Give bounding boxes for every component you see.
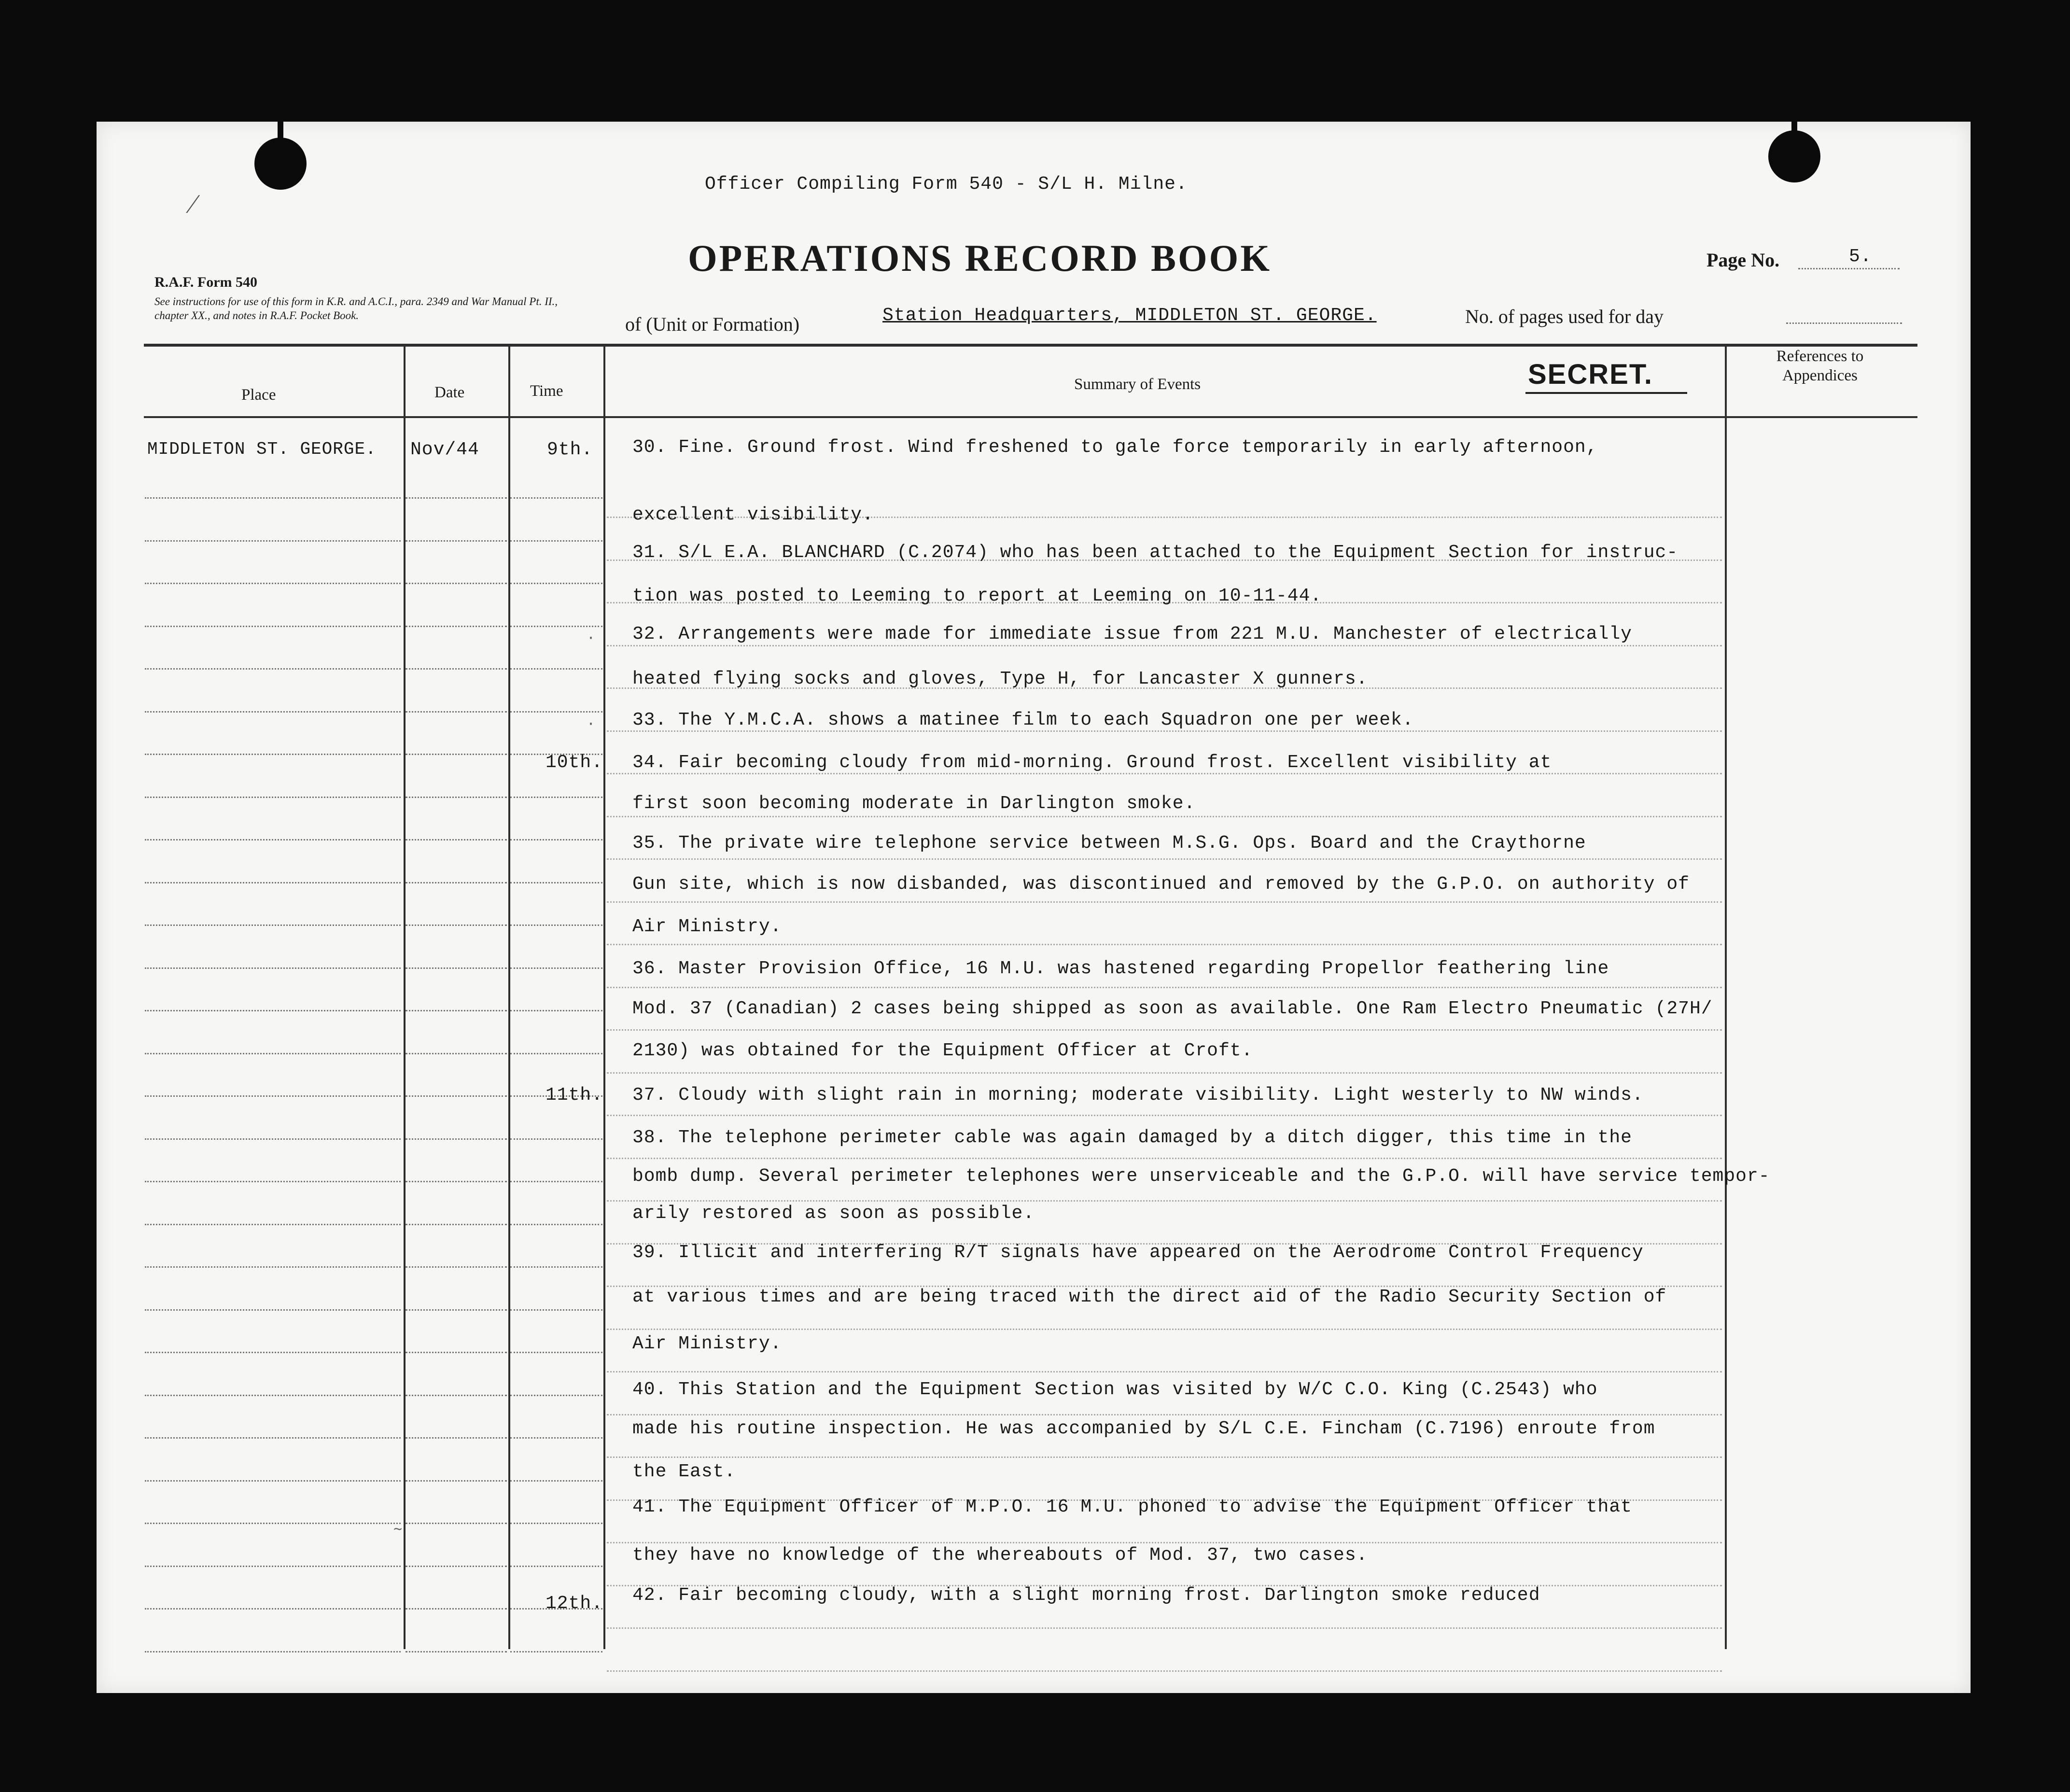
row-rule xyxy=(510,711,602,713)
row-rule xyxy=(406,1266,507,1268)
column-header-place: Place xyxy=(241,386,276,404)
row-rule xyxy=(607,773,1722,774)
summary-line: 31. S/L E.A. BLANCHARD (C.2074) who has been attached to the Equipment Section for instruc- xyxy=(632,542,1678,563)
unit-value: Station Headquarters, MIDDLETON ST. GEORGE. xyxy=(882,305,1377,326)
row-rule xyxy=(406,1437,507,1439)
row-rule xyxy=(406,924,507,926)
row-rule xyxy=(510,1352,602,1353)
row-rule xyxy=(607,1414,1722,1415)
row-rule xyxy=(607,730,1722,732)
row-rule xyxy=(145,882,401,883)
row-rule xyxy=(406,711,507,713)
row-rule xyxy=(510,497,602,499)
row-rule xyxy=(406,1651,507,1652)
row-rule xyxy=(406,1395,507,1396)
summary-line: 2130) was obtained for the Equipment Officer at Croft. xyxy=(632,1040,1253,1061)
row-rule xyxy=(406,1053,507,1054)
row-rule xyxy=(510,797,602,798)
row-rule xyxy=(145,1480,401,1482)
row-rule xyxy=(510,1480,602,1482)
row-rule xyxy=(406,668,507,670)
row-rule xyxy=(145,626,401,627)
summary-line: Gun site, which is now disbanded, was discontinued and removed by the G.P.O. on authority of xyxy=(632,874,1690,895)
row-rule xyxy=(406,1309,507,1311)
scan-speck: ⁄ xyxy=(191,188,196,220)
row-rule xyxy=(406,1138,507,1140)
pages-used-label: No. of pages used for day xyxy=(1465,306,1664,327)
row-rule xyxy=(406,1566,507,1567)
col-divider-summary xyxy=(1725,346,1727,1649)
row-rule xyxy=(406,754,507,755)
time-entry-10th: 10th. xyxy=(545,752,603,773)
officer-compiling-line: Officer Compiling Form 540 - S/L H. Milne. xyxy=(705,174,1188,195)
row-rule xyxy=(510,1224,602,1225)
row-rule xyxy=(607,1542,1722,1543)
row-rule xyxy=(510,839,602,840)
row-rule xyxy=(145,1138,401,1140)
row-rule xyxy=(607,645,1722,646)
row-rule xyxy=(607,1115,1722,1116)
row-rule xyxy=(607,987,1722,988)
row-rule xyxy=(145,1352,401,1353)
row-rule xyxy=(510,668,602,670)
summary-line: heated flying socks and gloves, Type H, for Lancaster X gunners. xyxy=(632,669,1368,689)
classification-underline xyxy=(1525,392,1687,394)
row-rule xyxy=(607,1029,1722,1031)
summary-line: they have no knowledge of the whereabouts of Mod. 37, two cases. xyxy=(632,1545,1368,1566)
binder-hole-left-notch xyxy=(278,122,283,151)
summary-line: 30. Fine. Ground frost. Wind freshened to gale force temporarily in early afternoon, xyxy=(632,437,1598,458)
row-rule xyxy=(145,924,401,926)
page-no-value: 5. xyxy=(1849,246,1872,267)
row-rule xyxy=(406,1352,507,1353)
row-rule xyxy=(406,1224,507,1225)
unit-label: of (Unit or Formation) xyxy=(625,313,800,335)
row-rule xyxy=(510,1523,602,1524)
summary-line: Mod. 37 (Canadian) 2 cases being shipped as soon as available. One Ram Electro Pneumatic (27H/ xyxy=(632,998,1713,1019)
row-rule xyxy=(406,882,507,883)
row-rule xyxy=(607,944,1722,945)
row-rule xyxy=(607,1200,1722,1202)
row-rule xyxy=(607,1670,1722,1672)
row-rule xyxy=(406,839,507,840)
date-entry: Nov/44 xyxy=(410,439,479,460)
row-rule xyxy=(145,1010,401,1011)
row-rule xyxy=(406,1523,507,1524)
page-title: OPERATIONS RECORD BOOK xyxy=(688,237,1272,279)
row-rule xyxy=(145,797,401,798)
summary-line: the East. xyxy=(632,1461,736,1482)
row-rule xyxy=(510,1266,602,1268)
row-rule xyxy=(510,1309,602,1311)
row-rule xyxy=(607,1329,1722,1330)
summary-line: Air Ministry. xyxy=(632,1333,782,1354)
row-rule xyxy=(145,1608,401,1610)
row-rule xyxy=(510,1181,602,1182)
page-no-label: Page No. xyxy=(1706,249,1780,271)
row-rule xyxy=(145,1095,401,1097)
row-rule xyxy=(406,967,507,969)
summary-line: tion was posted to Leeming to report at Leeming on 10-11-44. xyxy=(632,586,1322,606)
column-header-date: Date xyxy=(434,384,465,401)
row-rule xyxy=(607,816,1722,817)
row-rule xyxy=(510,1138,602,1140)
summary-line: 32. Arrangements were made for immediate issue from 221 M.U. Manchester of electrically xyxy=(632,624,1632,644)
time-entry-9th: 9th. xyxy=(547,439,593,460)
row-rule xyxy=(145,497,401,499)
row-rule xyxy=(406,1608,507,1610)
time-entry-11th: 11th. xyxy=(545,1085,603,1106)
page-no-dotted-line xyxy=(1798,268,1900,269)
summary-line: Air Ministry. xyxy=(632,916,782,937)
row-rule xyxy=(145,668,401,670)
summary-line: 37. Cloudy with slight rain in morning; moderate visibility. Light westerly to NW winds. xyxy=(632,1085,1644,1106)
row-rule xyxy=(145,711,401,713)
row-rule xyxy=(406,540,507,542)
summary-line: at various times and are being traced with the direct aid of the Radio Security Section of xyxy=(632,1287,1667,1307)
row-rule xyxy=(406,1095,507,1097)
column-header-summary: Summary of Events xyxy=(1074,376,1201,393)
scan-speck: · xyxy=(587,716,596,733)
row-rule xyxy=(607,1371,1722,1372)
row-rule xyxy=(510,626,602,627)
row-rule xyxy=(145,1266,401,1268)
col-divider-time xyxy=(603,346,605,1649)
summary-line: 38. The telephone perimeter cable was again damaged by a ditch digger, this time in the xyxy=(632,1127,1632,1148)
row-rule xyxy=(510,1566,602,1567)
row-rule xyxy=(510,1651,602,1652)
pages-used-dotted-line xyxy=(1786,322,1902,324)
binder-hole-right-notch xyxy=(1791,106,1797,135)
row-rule xyxy=(145,1181,401,1182)
row-rule xyxy=(406,583,507,584)
row-rule xyxy=(406,626,507,627)
row-rule xyxy=(145,967,401,969)
summary-line: 35. The private wire telephone service between M.S.G. Ops. Board and the Craythorne xyxy=(632,833,1586,854)
row-rule xyxy=(406,1480,507,1482)
summary-line: first soon becoming moderate in Darlington smoke. xyxy=(632,793,1196,814)
row-rule xyxy=(145,540,401,542)
row-rule xyxy=(607,901,1722,903)
row-rule xyxy=(510,1395,602,1396)
row-rule xyxy=(607,1627,1722,1629)
form-label: R.A.F. Form 540 xyxy=(154,274,258,290)
row-rule xyxy=(145,1566,401,1567)
place-entry: MIDDLETON ST. GEORGE. xyxy=(147,439,377,459)
form-instructions-note: See instructions for use of this form in K.R. and A.C.I., para. 2349 and War Manual Pt. II., chapter XX., and notes in R.A.F. Pocket Book. xyxy=(154,295,558,322)
row-rule xyxy=(145,754,401,755)
row-rule xyxy=(510,1053,602,1054)
summary-line: 34. Fair becoming cloudy from mid-morning. Ground frost. Excellent visibility at xyxy=(632,752,1552,773)
summary-line: excellent visibility. xyxy=(632,504,874,525)
row-rule xyxy=(510,540,602,542)
row-rule xyxy=(510,1010,602,1011)
row-rule xyxy=(145,583,401,584)
summary-line: arily restored as soon as possible. xyxy=(632,1203,1035,1224)
summary-line: 33. The Y.M.C.A. shows a matinee film to each Squadron one per week. xyxy=(632,710,1414,730)
binder-hole-right xyxy=(1768,130,1820,182)
row-rule xyxy=(406,797,507,798)
row-rule xyxy=(607,1456,1722,1458)
classification-stamp: SECRET. xyxy=(1528,359,1653,390)
row-rule xyxy=(406,1181,507,1182)
scan-speck: ~ xyxy=(393,1521,403,1538)
row-rule xyxy=(510,1437,602,1439)
row-rule xyxy=(406,1010,507,1011)
column-header-time: Time xyxy=(530,382,563,400)
summary-line: 42. Fair becoming cloudy, with a slight morning frost. Darlington smoke reduced xyxy=(632,1585,1540,1606)
row-rule xyxy=(145,1309,401,1311)
row-rule xyxy=(607,1072,1722,1074)
summary-line: made his routine inspection. He was accompanied by S/L C.E. Fincham (C.7196) enroute from xyxy=(632,1418,1655,1439)
summary-line: bomb dump. Several perimeter telephones were unserviceable and the G.P.O. will have service tempor- xyxy=(632,1166,1770,1187)
summary-line: 39. Illicit and interfering R/T signals have appeared on the Aerodrome Control Frequency xyxy=(632,1242,1644,1263)
row-rule xyxy=(145,1224,401,1225)
summary-line: 36. Master Provision Office, 16 M.U. was hastened regarding Propellor feathering line xyxy=(632,958,1609,979)
row-rule xyxy=(145,839,401,840)
table-top-rule xyxy=(144,344,1917,347)
column-header-references: References to Appendices xyxy=(1776,348,1864,384)
row-rule xyxy=(607,1158,1722,1159)
scan-speck: · xyxy=(587,630,596,647)
row-rule xyxy=(145,1651,401,1652)
row-rule xyxy=(510,967,602,969)
row-rule xyxy=(145,1053,401,1054)
row-rule xyxy=(510,882,602,883)
summary-line: 41. The Equipment Officer of M.P.O. 16 M.U. phoned to advise the Equipment Officer that xyxy=(632,1497,1632,1517)
table-header-rule xyxy=(144,416,1917,418)
row-rule xyxy=(145,1523,401,1524)
summary-line: 40. This Station and the Equipment Section was visited by W/C C.O. King (C.2543) who xyxy=(632,1379,1598,1400)
row-rule xyxy=(406,497,507,499)
time-entry-12th: 12th. xyxy=(545,1593,603,1614)
row-rule xyxy=(510,924,602,926)
row-rule xyxy=(607,858,1722,860)
row-rule xyxy=(145,1437,401,1439)
row-rule xyxy=(510,583,602,584)
row-rule xyxy=(145,1395,401,1396)
